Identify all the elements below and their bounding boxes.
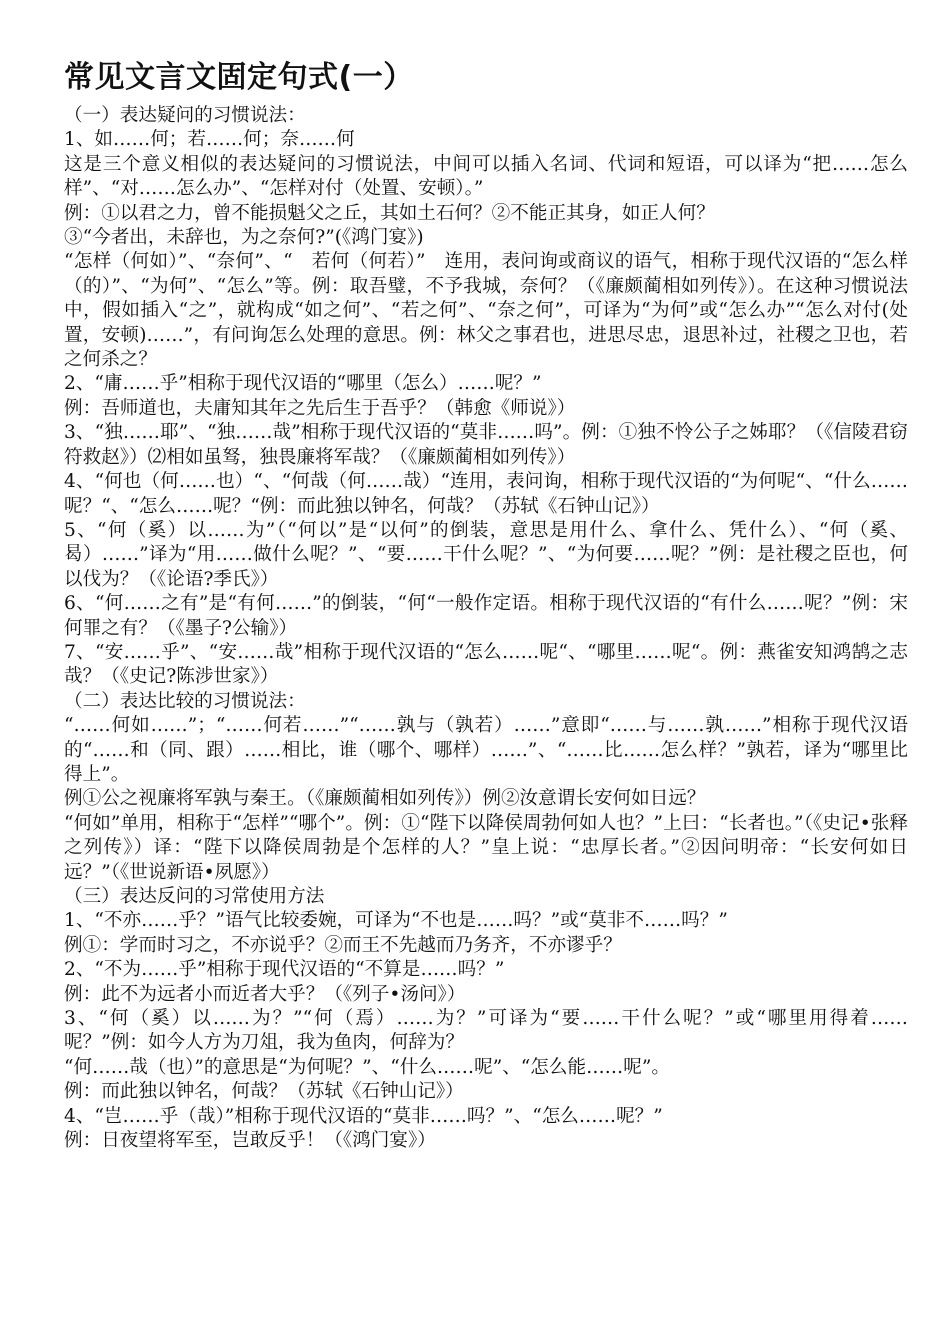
paragraph: 1、“不亦……乎？”语气比较委婉，可译为“不也是……吗？”或“莫非不……吗？” — [64, 910, 728, 932]
example-line: 例①：学而时习之，不亦说乎？②而王不先越而乃务齐，不亦谬乎？ — [64, 934, 622, 956]
paragraph: “怎样（何如）”、“奈何”、“ 若何（何若）” 连用，表问询或商议的语气，相称于现代汉语的“怎么样（的）”、“为何”、“怎么”等。例：取吾璧，不予我城，奈何？（《廉颇蔺相如列传》）。在这种习惯说法中，假如插入“之”，就构成“如之何”、“若之何”、“奈之何”，可译为“为何”或“怎么办”“怎么对付(处置，安顿)……”，有问询怎么处理的意思。例：林父之事君也，进思尽忠，退思补过，社稷之卫也，若之何杀之？ — [64, 251, 908, 371]
item-heading: 2、“不为……乎”相称于现代汉语的“不算是……吗？” — [64, 959, 505, 981]
paragraph: “何如”单用，相称于“怎样”“哪个”。例：①“陛下以降侯周勃何如人也？”上曰：“长者也。”（《史记•张释之列传》）译：“陛下以降侯周勃是个怎样的人？”皇上说：“忠厚长者。”②因问明帝：“长安何如日远？”（《世说新语•夙愿》） — [64, 812, 908, 883]
section-heading-2: （二）表达比较的习惯说法： — [64, 690, 306, 712]
example-line: 例：①以君之力，曾不能损魁父之丘，其如土石何？②不能正其身，如正人何？ — [64, 202, 715, 224]
section-heading-3: （三）表达反问的习常使用方法 — [64, 886, 325, 907]
item-heading: 1、如……何；若……何；奈……何 — [64, 129, 355, 151]
item-heading: 4、“岂……乎（哉）”相称于现代汉语的“莫非……吗？”、“怎么……呢？” — [64, 1105, 663, 1127]
paragraph: 3、“独……耶”、“独……哉”相称于现代汉语的“莫非……吗”。例：①独不怜公子之姊耶？（《信陵君窃符救赵》）⑵相如虽驽，独畏廉将军哉？（《廉颇蔺相如列传》） — [64, 422, 908, 468]
document-page — [64, 58, 908, 1153]
paragraph: “……何如……”；“……何若……”“……孰与（孰若）……”意即“……与……孰……”相称于现代汉语的“……和（同、跟）……相比，谁（哪个、哪样）……”、“……比……怎么样？”孰若，译为“哪里比得上”。 — [64, 715, 908, 785]
example-line: 例：吾师道也，夫庸知其年之先后生于吾乎？（韩愈《师说》） — [64, 397, 576, 419]
paragraph: 3、“何（奚）以……为？”“何（焉）……为？”可译为“要……干什么呢？”或“哪里用得着……呢？”例：如今人方为刀俎，我为鱼肉，何辞为？ — [64, 1008, 908, 1054]
example-line: 例①公之视廉将军孰与秦王。（《廉颇蔺相如列传》）例②汝意谓长安何如日远？ — [64, 788, 706, 810]
example-line: ③“今者出，未辞也，为之奈何?”(《鸿门宴》) — [64, 227, 424, 249]
paragraph: 这是三个意义相似的表达疑问的习惯说法，中间可以插入名词、代词和短语，可以译为“把……怎么样”、“对……怎么办”、“怎样对付（处置、安顿）。” — [64, 153, 908, 200]
page-title: 常见文言文固定句式(一） — [64, 60, 414, 95]
item-heading: 2、“庸……乎”相称于现代汉语的“哪里（怎么）……呢？” — [64, 373, 542, 395]
example-line: 例：而此独以钟名，何哉？（苏轼《石钟山记》） — [64, 1081, 464, 1103]
paragraph: “何……哉（也）”的意思是“为何呢？”、“什么……呢”、“怎么能……呢”。 — [64, 1056, 670, 1078]
paragraph: 4、“何也（何……也）“、“何哉（何……哉）“连用，表问询，相称于现代汉语的“为何呢“、“什么……呢？“、“怎么……呢？“例：而此独以钟名，何哉？（苏轼《石钟山记》） — [64, 471, 908, 517]
paragraph: 5、“何（奚）以……为”（“何以”是“以何”的倒装，意思是用什么、拿什么、凭什么）、“何（奚、曷）……”译为“用……做什么呢？”、“要……干什么呢？”、“为何要……呢？”例：是社稷之臣也，何以伐为？（《论语?季氏》） — [64, 519, 908, 590]
section-heading-1: （一）表达疑问的习惯说法： — [64, 105, 306, 126]
example-line: 例：此不为远者小而近者大乎？（《列子•汤问》） — [64, 983, 466, 1005]
paragraph: 7、“安……乎”、“安……哉”相称于现代汉语的“怎么……呢“、“哪里……呢“。例：燕雀安知鸿鹄之志哉？（《史记?陈涉世家》） — [64, 641, 908, 688]
paragraph: 6、“何……之有”是“有何……”的倒装，“何“一般作定语。相称于现代汉语的“有什么……呢？”例：宋何罪之有？（《墨子?公输》） — [64, 593, 908, 639]
example-line: 例：日夜望将军至，岂敢反乎！（《鸿门宴》） — [64, 1130, 436, 1152]
